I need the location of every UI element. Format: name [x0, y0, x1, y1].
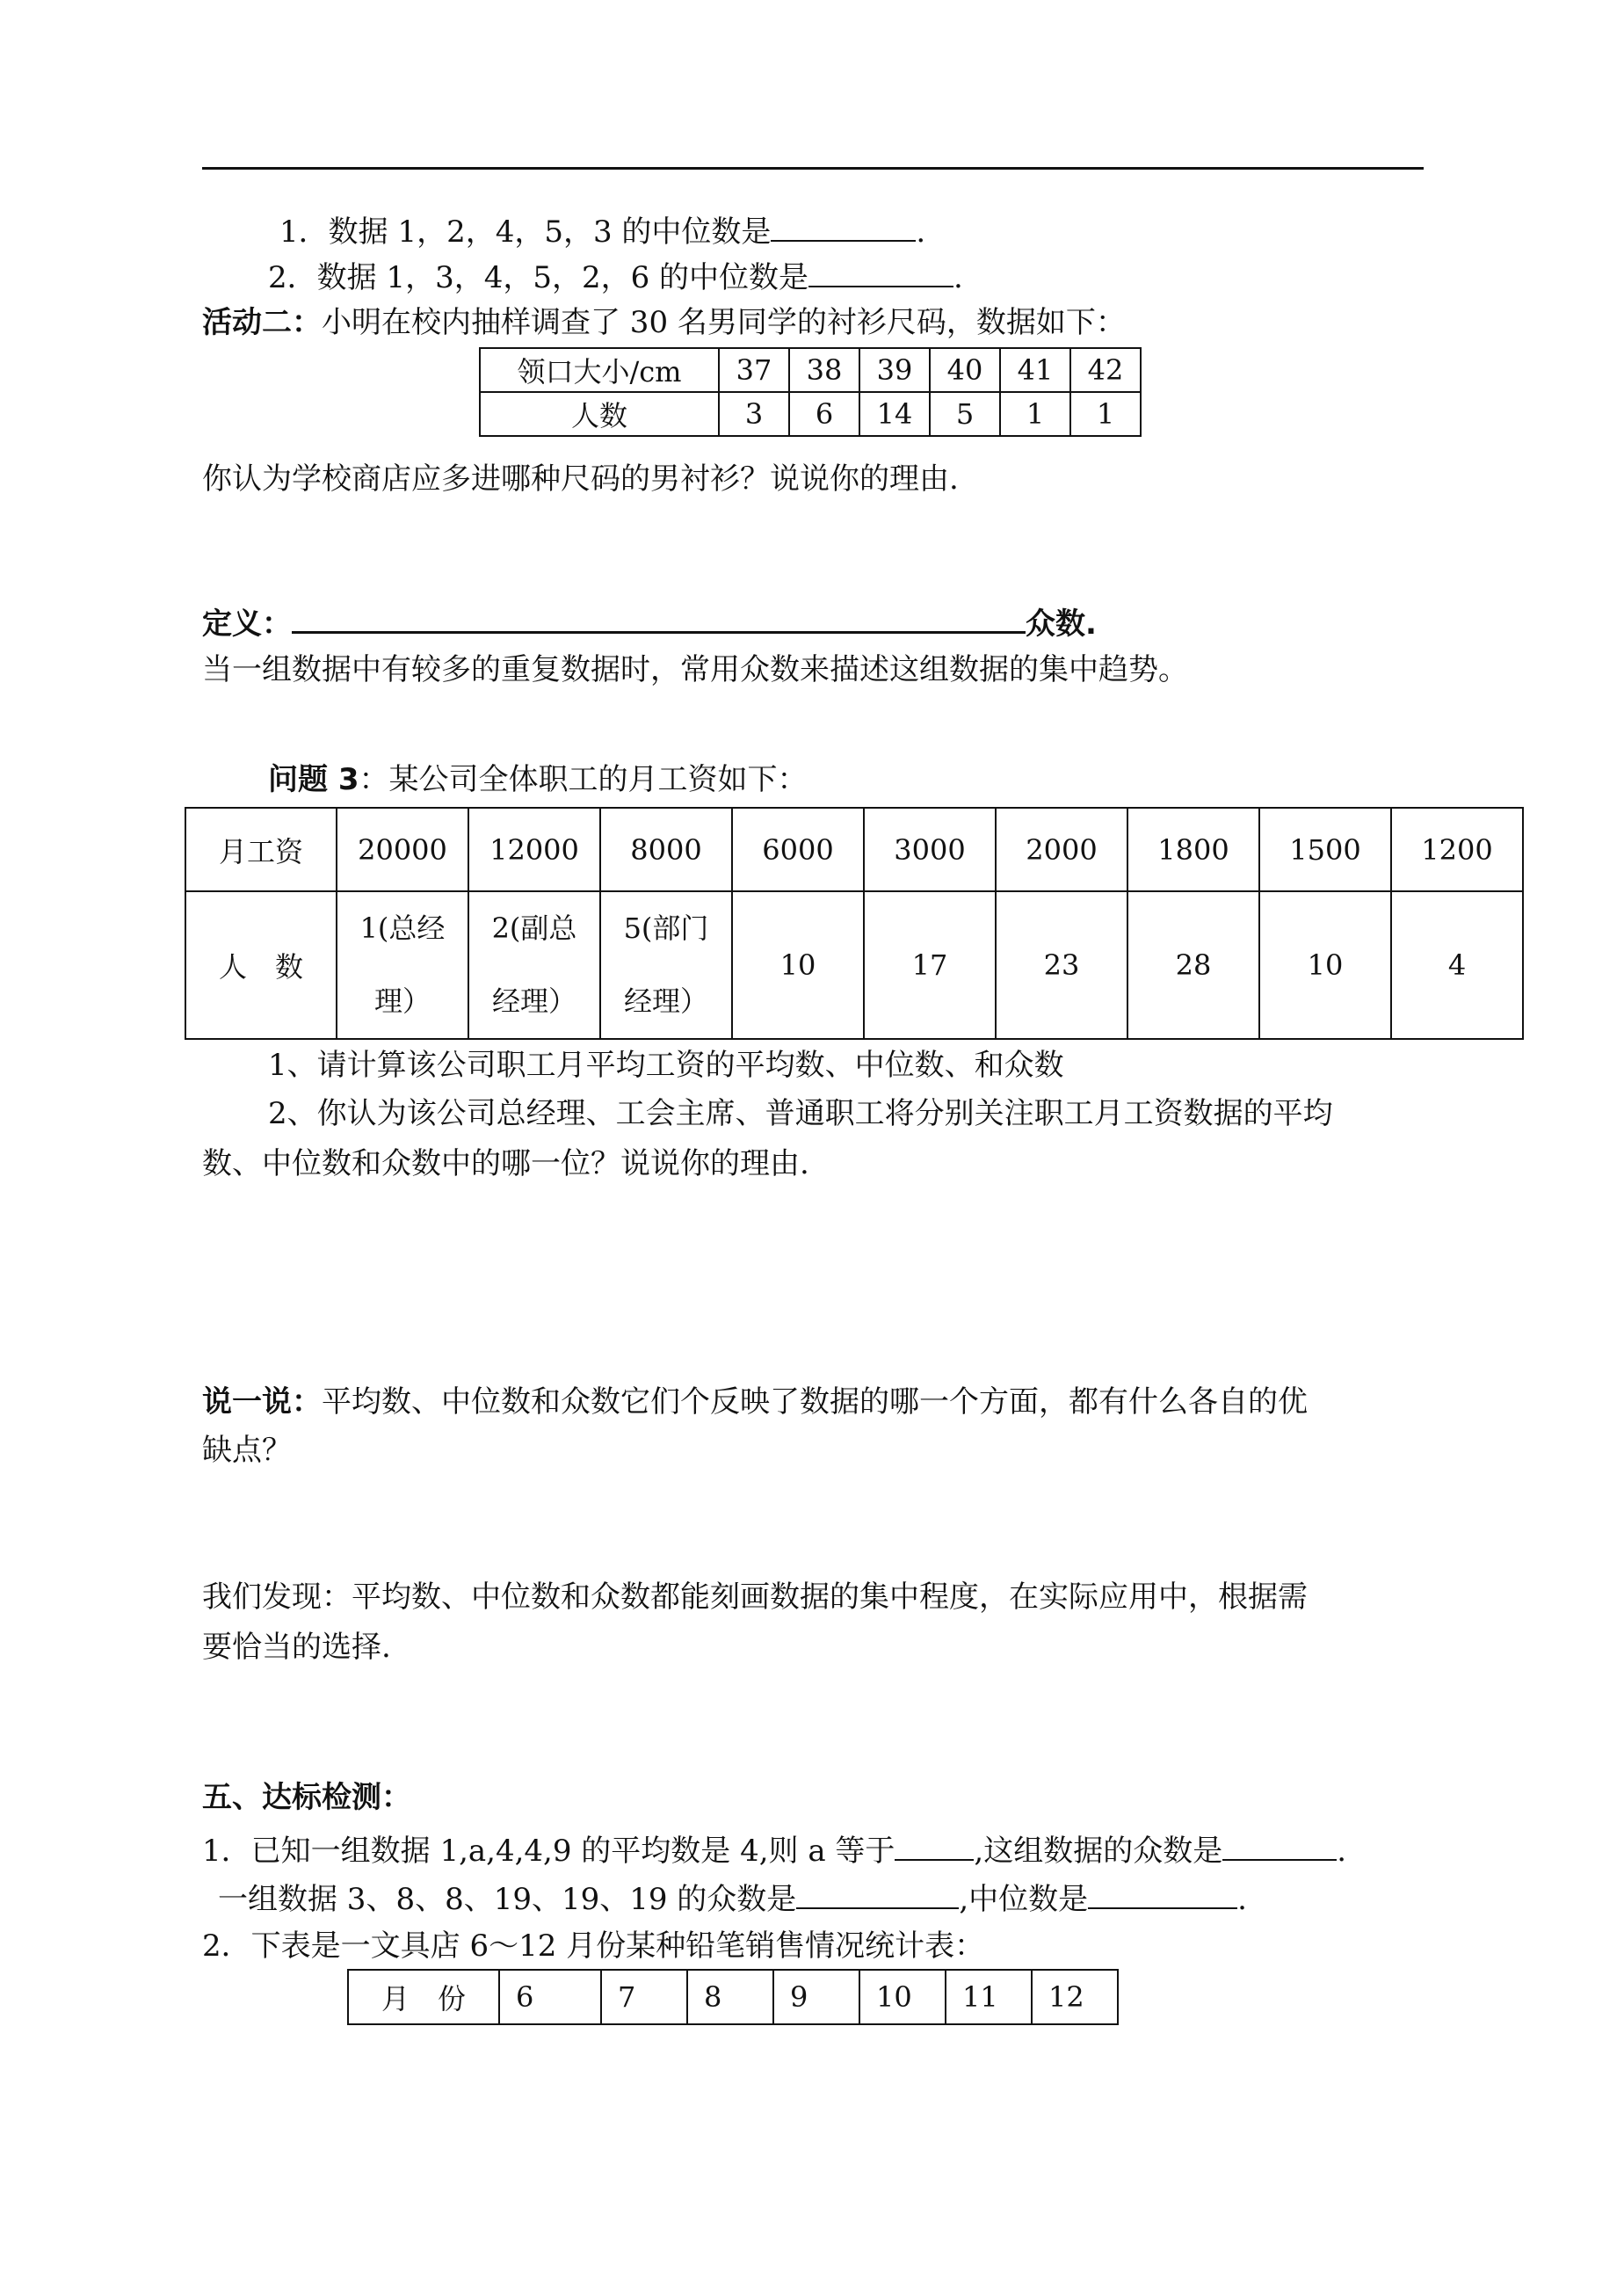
salary-header-row — [185, 808, 1523, 891]
table-cell: 5(部门 经理） — [600, 891, 732, 1039]
definition-blank — [292, 605, 1026, 634]
table-cell: 23 — [996, 891, 1127, 1039]
table-cell: 3000 — [864, 808, 996, 891]
answer-blank — [808, 259, 953, 287]
activity-two-line — [202, 305, 1126, 340]
section-five-heading: 五、达标检测： — [202, 1780, 411, 1815]
answer-blank — [1088, 1881, 1237, 1909]
table-cell: 11 — [946, 1970, 1032, 2024]
table-cell: 14 — [859, 392, 930, 436]
table-cell: 42 — [1070, 348, 1141, 392]
salary-count-row — [185, 891, 1523, 1039]
table-cell: 8000 — [600, 808, 732, 891]
table-cell: 10 — [732, 891, 864, 1039]
problem-3-label: 问题 3 — [268, 762, 359, 797]
table-cell: 1(总经 理） — [337, 891, 468, 1039]
problem-3-q1: 1、请计算该公司职工月平均工资的平均数、中位数、和众数 — [268, 1048, 1064, 1083]
question-2-text: 2．数据 1，3，4，5，2，6 的中位数是 — [268, 260, 809, 295]
table-cell: 6000 — [732, 808, 864, 891]
activity-two-question: 你认为学校商店应多进哪种尺码的男衬衫？说说你的理由. — [202, 461, 959, 497]
definition-suffix: 众数. — [1026, 606, 1097, 642]
collar-count-row — [480, 392, 1141, 436]
definition-note: 当一组数据中有较多的重复数据时，常用众数来描述这组数据的集中趋势。 — [202, 652, 1188, 687]
table-cell: 1 — [1000, 392, 1070, 436]
check-q1-sub-line: 一组数据 3、8、8、19、19、19 的众数是 ,中位数是 . — [218, 1882, 1247, 1917]
definition-label: 定义： — [202, 606, 292, 642]
collar-header-row — [480, 348, 1141, 392]
activity-two-label: 活动二： — [202, 305, 322, 340]
table-cell: 9 — [773, 1970, 859, 2024]
say-line — [202, 1384, 1308, 1420]
pencil-sales-table — [347, 1969, 1119, 2025]
table-cell: 10 — [859, 1970, 946, 2024]
salary-table — [185, 807, 1524, 1040]
question-2-line: 2．数据 1，3，4，5，2，6 的中位数是 . — [268, 260, 963, 295]
table-cell: 2000 — [996, 808, 1127, 891]
problem-3-q2-cont: 数、中位数和众数中的哪一位？说说你的理由. — [202, 1146, 809, 1181]
say-line-2: 缺点？ — [202, 1433, 292, 1468]
table-cell: 41 — [1000, 348, 1070, 392]
answer-blank — [771, 214, 916, 242]
table-cell: 28 — [1127, 891, 1259, 1039]
answer-blank — [1222, 1833, 1337, 1861]
table-cell: 月 份 — [348, 1970, 499, 2024]
problem-3-text: ：某公司全体职工的月工资如下： — [359, 762, 808, 797]
header-rule — [202, 167, 1424, 170]
table-cell: 17 — [864, 891, 996, 1039]
table-cell: 1200 — [1391, 808, 1523, 891]
table-cell: 12 — [1032, 1970, 1118, 2024]
table-cell: 人 数 — [185, 891, 337, 1039]
check-q2-line: 2．下表是一文具店 6～12 月份某种铅笔销售情况统计表： — [202, 1928, 985, 1964]
collar-size-table — [479, 347, 1142, 437]
question-1-text: 1．数据 1，2，4，5，3 的中位数是 — [279, 214, 772, 250]
table-cell: 10 — [1259, 891, 1391, 1039]
definition-line — [202, 605, 1097, 642]
check-q1-line: 1．已知一组数据 1,a,4,4,9 的平均数是 4,则 a 等于 ,这组数据的众数是 . — [202, 1834, 1347, 1869]
answer-blank — [895, 1833, 974, 1861]
table-cell: 37 — [719, 348, 789, 392]
table-cell: 月工资 — [185, 808, 337, 891]
table-cell: 7 — [601, 1970, 687, 2024]
table-cell: 3 — [719, 392, 789, 436]
answer-blank — [796, 1881, 959, 1909]
question-1-line: 1．数据 1，2，4，5，3 的中位数是 . — [279, 214, 926, 250]
problem-3-line — [268, 762, 808, 797]
table-cell: 39 — [859, 348, 930, 392]
table-cell: 1800 — [1127, 808, 1259, 891]
table-cell: 4 — [1391, 891, 1523, 1039]
say-text: 平均数、中位数和众数它们个反映了数据的哪一个方面，都有什么各自的优 — [322, 1384, 1308, 1420]
table-cell: 1 — [1070, 392, 1141, 436]
discover-line-2: 要恰当的选择. — [202, 1630, 391, 1665]
table-cell: 12000 — [468, 808, 600, 891]
table-cell: 6 — [499, 1970, 601, 2024]
table-cell: 2(副总 经理） — [468, 891, 600, 1039]
table-cell: 40 — [930, 348, 1000, 392]
table-cell: 6 — [789, 392, 859, 436]
table-cell: 5 — [930, 392, 1000, 436]
problem-3-q2: 2、你认为该公司总经理、工会主席、普通职工将分别关注职工月工资数据的平均 — [268, 1096, 1333, 1131]
table-cell: 38 — [789, 348, 859, 392]
table-cell: 领口大小/cm — [480, 348, 719, 392]
activity-two-text: 小明在校内抽样调查了 30 名男同学的衬衫尺码，数据如下： — [322, 305, 1126, 340]
table-cell: 8 — [687, 1970, 773, 2024]
say-label: 说一说： — [202, 1384, 322, 1420]
table-cell: 20000 — [337, 808, 468, 891]
discover-line: 我们发现：平均数、中位数和众数都能刻画数据的集中程度，在实际应用中，根据需 — [202, 1580, 1308, 1615]
table-cell: 人数 — [480, 392, 719, 436]
table-cell: 1500 — [1259, 808, 1391, 891]
month-row — [348, 1970, 1118, 2024]
